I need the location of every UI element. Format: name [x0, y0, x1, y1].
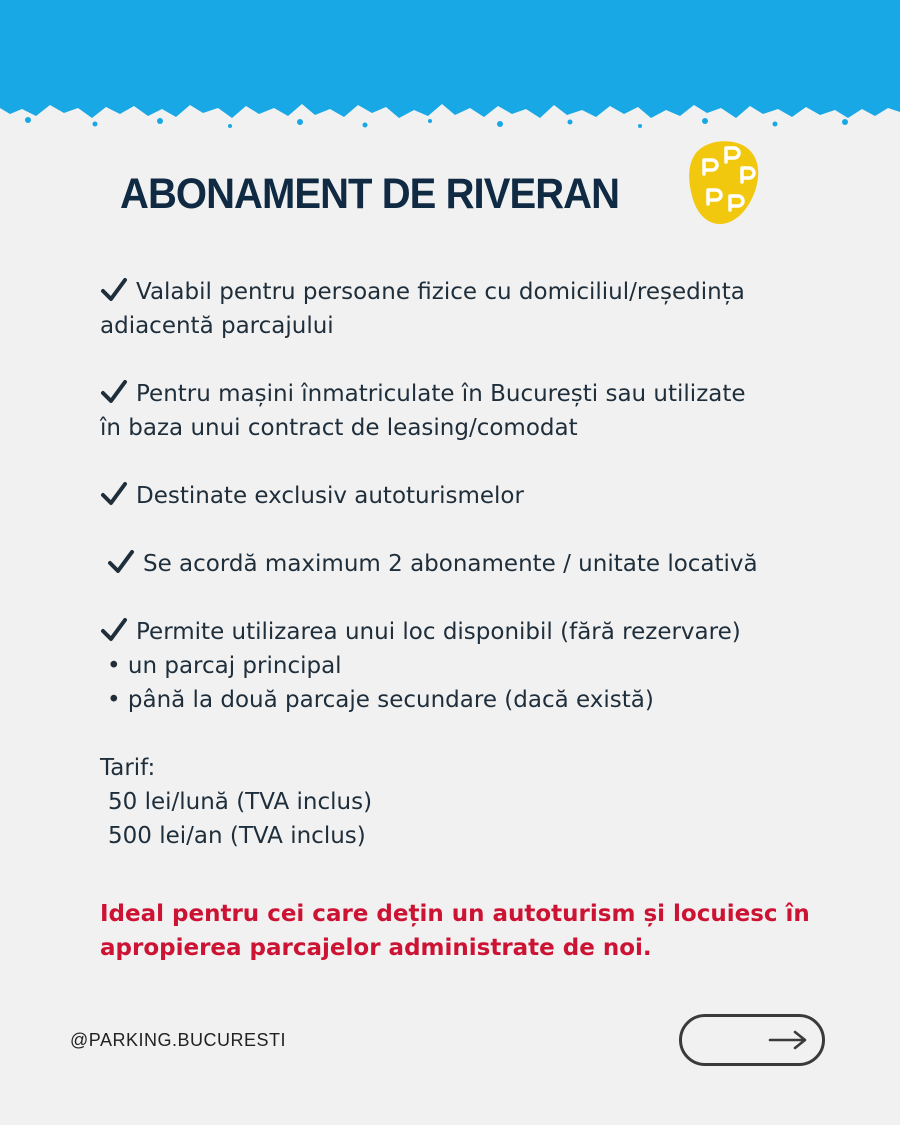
checkmark-icon [100, 617, 130, 643]
social-handle: @PARKING.BUCURESTI [70, 1030, 286, 1050]
list-item [100, 377, 840, 445]
feature-text: Pentru mașini înmatriculate în București sau utilizate [136, 381, 746, 407]
next-button[interactable] [679, 1014, 825, 1066]
feature-text: Valabil pentru persoane fizice cu domiciliul/reședința [136, 279, 745, 305]
checkmark-icon [107, 549, 137, 575]
top-banner [0, 0, 900, 140]
tariff-label: Tarif: [100, 755, 156, 781]
list-item [100, 275, 840, 343]
list-item [100, 615, 840, 717]
highlight-line: apropierea parcajelor administrate de noi. [100, 935, 652, 961]
list-item [100, 479, 840, 513]
tariff-monthly: 50 lei/lună (TVA inclus) [108, 789, 373, 815]
feature-text: în baza unui contract de leasing/comodat [100, 415, 578, 441]
feature-text: Destinate exclusiv autoturismelor [136, 483, 524, 509]
highlight-message [100, 897, 840, 965]
tariff-yearly: 500 lei/an (TVA inclus) [108, 823, 366, 849]
feature-text: adiacentă parcajului [100, 313, 334, 339]
highlight-line: Ideal pentru cei care dețin un autoturism și locuiesc în [100, 901, 810, 927]
tariff-block [100, 751, 840, 853]
bullet-item: • un parcaj principal [107, 653, 342, 679]
yellow-shield-logo-icon [684, 138, 762, 228]
feature-text: Se acordă maximum 2 abonamente / unitate locativă [143, 551, 758, 577]
checkmark-icon [100, 277, 130, 303]
bullet-item: • până la două parcaje secundare (dacă există) [107, 687, 654, 713]
list-item [100, 547, 840, 581]
checkmark-icon [100, 481, 130, 507]
feature-text: Permite utilizarea unui loc disponibil (fără rezervare) [136, 619, 741, 645]
features-list [100, 275, 840, 965]
checkmark-icon [100, 379, 130, 405]
arrow-right-icon [768, 1029, 808, 1051]
page-title: ABONAMENT DE RIVERAN [120, 170, 620, 218]
